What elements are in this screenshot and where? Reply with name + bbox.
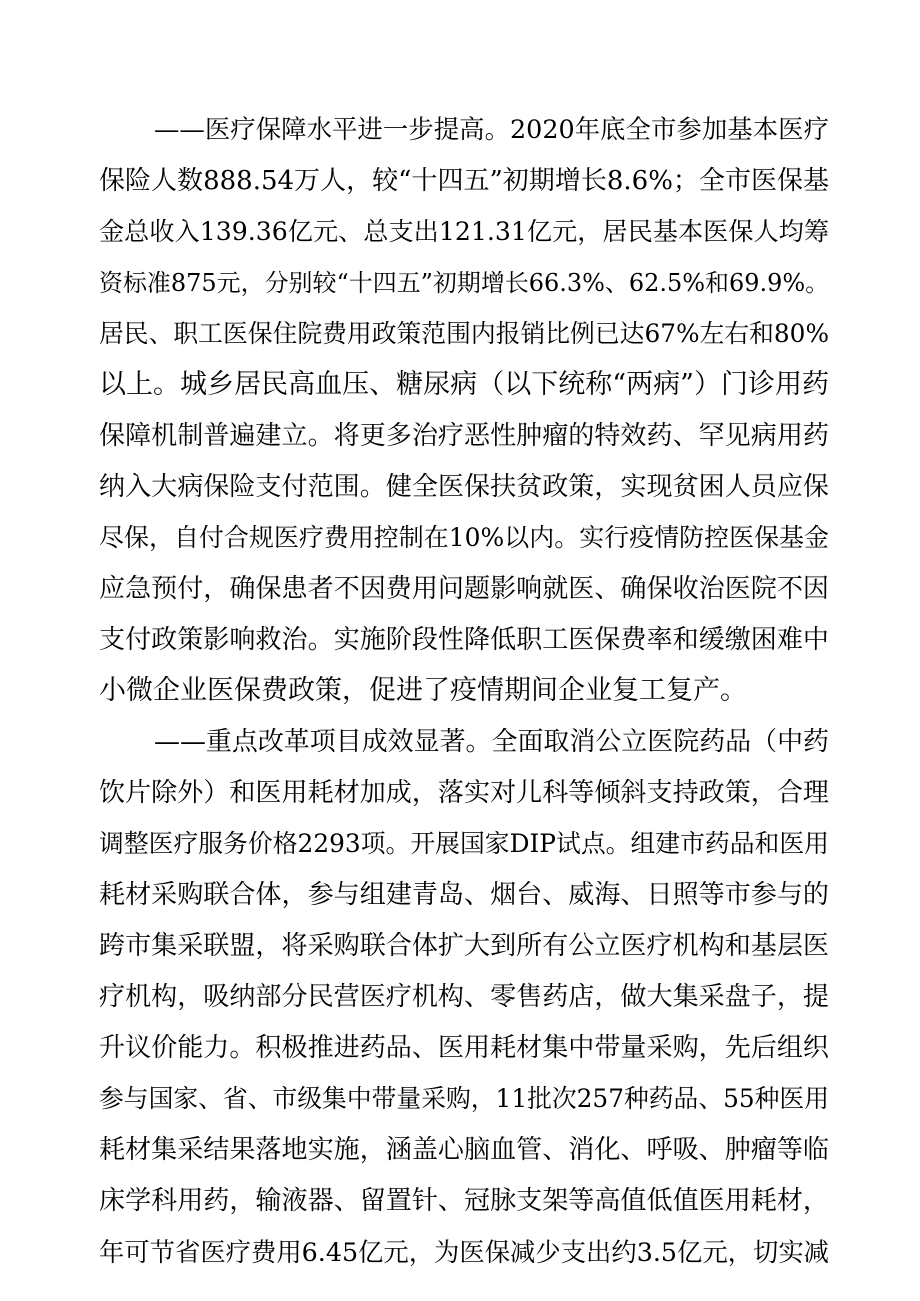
paragraph-2-line-4: 耗材采购联合体，参与组建青岛、烟台、威海、日照等市参与的: [99, 880, 829, 910]
paragraph-1-line-8: 纳入大病保险支付范围。健全医保扶贫政策，实现贫困人员应保: [99, 472, 829, 502]
paragraph-1-line-4: 资标准875元，分别较“十四五”初期增长66.3%、62.5%和69.9%。: [99, 269, 830, 297]
paragraph-1-line-10: 应急预付，确保患者不因费用问题影响就医、确保收治医院不因: [99, 574, 829, 604]
paragraph-1-line-1: ——医疗保障水平进一步提高。2020年底全市参加基本医疗: [154, 114, 829, 144]
paragraph-2-line-3: 调整医疗服务价格2293项。开展国家DIP试点。组建市药品和医用: [99, 829, 829, 858]
paragraph-1-line-3: 金总收入139.36亿元、总支出121.31亿元，居民基本医保人均筹: [99, 217, 829, 246]
paragraph-2-line-9: 耗材集采结果落地实施，涵盖心脑血管、消化、呼吸、肿瘤等临: [99, 1135, 829, 1165]
paragraph-1-line-6: 以上。城乡居民高血压、糖尿病（以下统称“两病”）门诊用药: [99, 369, 829, 400]
paragraph-2-line-11: 年可节省医疗费用6.45亿元，为医保减少支出约3.5亿元，切实减: [99, 1237, 829, 1267]
paragraph-1-line-12: 小微企业医保费政策，促进了疫情期间企业复工复产。: [99, 675, 747, 706]
paragraph-1-line-9: 尽保，自付合规医疗费用控制在10%以内。实行疫情防控医保基金: [99, 523, 829, 552]
paragraph-2-line-6: 疗机构，吸纳部分民营医疗机构、零售药店，做大集采盘子，提: [99, 982, 829, 1012]
paragraph-2-line-10: 床学科用药，输液器、留置针、冠脉支架等高值低值医用耗材，: [99, 1186, 829, 1216]
paragraph-2-line-1: ——重点改革项目成效显著。全面取消公立医院药品（中药: [154, 727, 829, 757]
paragraph-1-line-5: 居民、职工医保住院费用政策范围内报销比例已达67%左右和80%: [99, 319, 829, 348]
paragraph-1-line-2: 保险人数888.54万人，较“十四五”初期增长8.6%；全市医保基: [99, 166, 829, 196]
paragraph-2-line-8: 参与国家、省、市级集中带量采购，11批次257种药品、55种医用: [99, 1084, 829, 1113]
paragraph-1-line-7: 保障机制普遍建立。将更多治疗恶性肿瘤的特效药、罕见病用药: [99, 421, 829, 451]
paragraph-2-line-2: 饮片除外）和医用耗材加成，落实对儿科等倾斜支持政策，合理: [99, 778, 829, 808]
paragraph-2-line-5: 跨市集采联盟，将采购联合体扩大到所有公立医疗机构和基层医: [99, 931, 829, 961]
paragraph-2-line-7: 升议价能力。积极推进药品、医用耗材集中带量采购，先后组织: [99, 1033, 829, 1063]
paragraph-1-line-11: 支付政策影响救治。实施阶段性降低职工医保费率和缓缴困难中: [99, 625, 829, 655]
